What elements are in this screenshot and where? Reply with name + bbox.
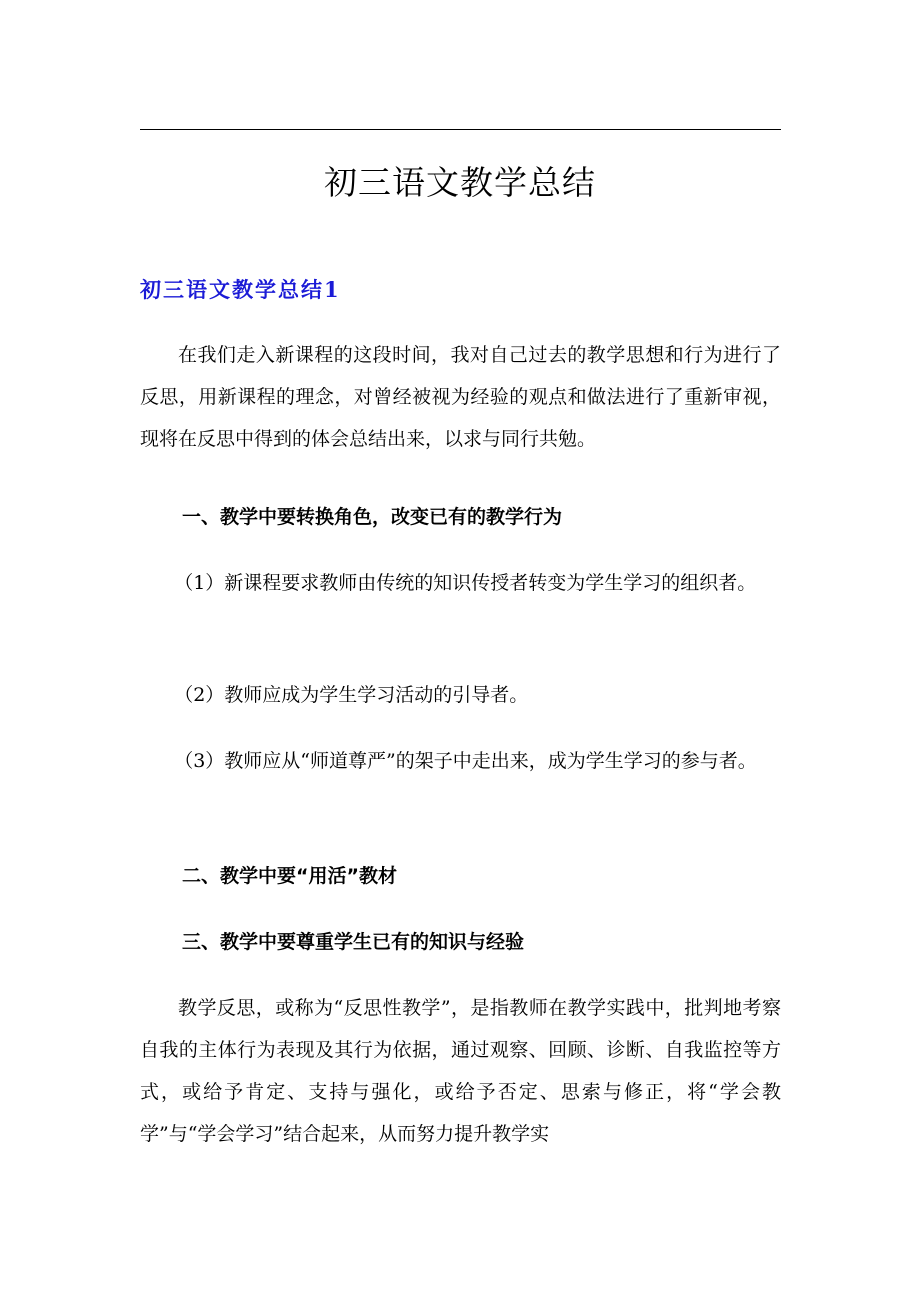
header-rule [140,129,781,130]
list-item-2: （2）教师应成为学生学习活动的引导者。 [174,684,529,706]
section-title: 初三语文教学总结1 [140,277,341,302]
heading-1: 一、教学中要转换角色，改变已有的教学行为 [182,506,563,528]
reflection-paragraph: 教学反思，或称为“反思性教学”，是指教师在教学实践中，批判地考察自我的主体行为表现及其行为依据，通过观察、回顾、诊断、自我监控等方式，或给予肯定、支持与强化，或给予否定、思索与修正，将“学会教学”与“学会学习”结合起来，从而努力提升教学实 [140,997,781,1145]
heading-2: 二、教学中要“用活”教材 [182,865,397,887]
page-title: 初三语文教学总结 [324,163,596,202]
intro-paragraph: 在我们走入新课程的这段时间，我对自己过去的教学思想和行为进行了反思，用新课程的理念，对曾经被视为经验的观点和做法进行了重新审视，现将在反思中得到的体会总结出来，以求与同行共勉。 [140,344,781,450]
heading-3: 三、教学中要尊重学生已有的知识与经验 [182,931,525,953]
list-item-3: （3）教师应从“师道尊严”的架子中走出来，成为学生学习的参与者。 [174,750,757,772]
list-item-1: （1）新课程要求教师由传统的知识传授者转变为学生学习的组织者。 [174,572,757,594]
